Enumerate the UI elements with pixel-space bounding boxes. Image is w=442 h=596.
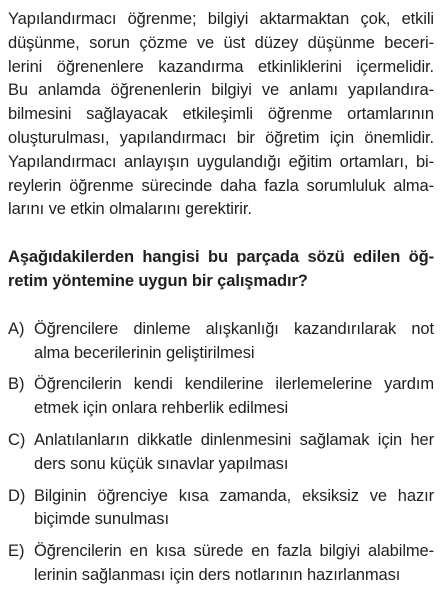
answer-options (8, 318, 434, 588)
question-line: Aşağıdakilerden hangisi bu parçada sözü edilen öğ- (8, 248, 434, 267)
option-letter: D) (8, 486, 26, 505)
option-a[interactable] (8, 318, 434, 366)
passage-line: reylerin öğrenme sürecinde daha fazla sorumluluk alma- (8, 176, 434, 195)
option-letter: B) (8, 375, 25, 394)
option-text: ders sonu küçük sınavlar yapılması (34, 454, 289, 473)
option-text: Anlatılanların dikkatle dinlenmesini sağlamak için her (34, 430, 434, 449)
option-text: Öğrencilere dinleme alışkanlığı kazandırılarak not (34, 319, 434, 338)
passage-line: düşünme, sorun çözme ve üst düzey düşünme beceri- (8, 33, 434, 52)
option-text: lerinin sağlanması için ders notlarının hazırlanması (34, 565, 401, 584)
option-text: Öğrencilerin en kısa sürede en fazla bilgiyi alabilme- (34, 542, 434, 561)
option-d[interactable] (8, 485, 434, 533)
passage-line: Bu anlamda öğrenenlerin bilgiyi ve anlamı yapılandıra- (8, 81, 434, 100)
option-text: Öğrencilerin kendi kendilerine ilerlemelerine yardım (34, 375, 434, 394)
passage-line: lerini öğrenenlere kazandırma etkinliklerini içermelidir. (8, 57, 434, 76)
passage-line: oluşturulması, yapılandırmacı bir öğretim için önemlidir. (8, 128, 434, 147)
passage-line: Yapılandırmacı anlayışın uygulandığı eğitim ortamları, bi- (8, 152, 434, 171)
option-e[interactable] (8, 540, 434, 588)
option-c[interactable] (8, 429, 434, 477)
passage-line: larını ve etkin olmalarını gerektirir. (8, 200, 252, 219)
option-letter: C) (8, 430, 26, 449)
reading-passage (8, 8, 434, 222)
question-page (8, 8, 434, 596)
option-letter: E) (8, 542, 25, 561)
question-line: retim yöntemine uygun bir çalışmadır? (8, 271, 308, 290)
option-b[interactable] (8, 373, 434, 421)
option-text: biçimde sunulması (34, 510, 169, 529)
question-stem (8, 246, 434, 294)
passage-line: bilmesini sağlayacak etkileşimli öğrenme ortamlarının (8, 105, 434, 124)
option-letter: A) (8, 319, 25, 338)
option-text: alma becerilerinin geliştirilmesi (34, 343, 255, 362)
option-text: Bilginin öğrenciye kısa zamanda, eksiksiz ve hazır (34, 486, 434, 505)
option-text: etmek için onlara rehberlik edilmesi (34, 399, 289, 418)
passage-line: Yapılandırmacı öğrenme; bilgiyi aktarmaktan çok, etkili (8, 10, 434, 28)
